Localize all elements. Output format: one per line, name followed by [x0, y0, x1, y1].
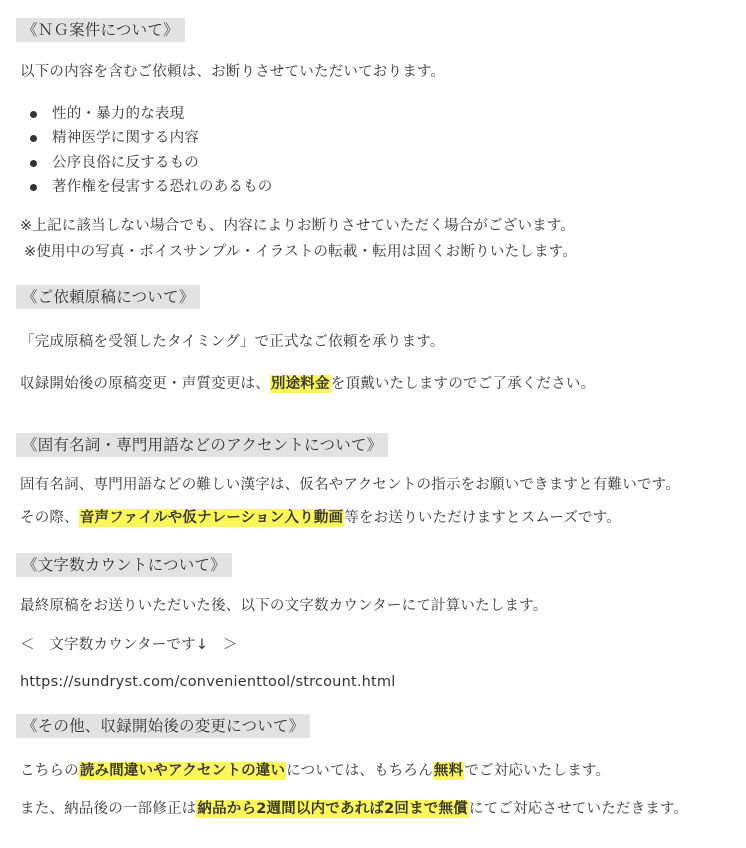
section-heading-ng: 《ＮＧ案件について》 [16, 18, 185, 42]
section-heading-other: 《その他、収録開始後の変更について》 [16, 714, 310, 738]
bullet-icon [30, 184, 37, 191]
other-line-2: また、納品後の一部修正は納品から2週間以内であれば2回まで無償にてご対応させていただきます。 [20, 801, 689, 817]
accent-line-2: その際、音声ファイルや仮ナレーション入り動画等をお送りいただけますとスムーズです。 [20, 510, 621, 526]
bullet-icon [30, 135, 37, 142]
highlight-misreading: 読み間違いやアクセントの違い [79, 763, 286, 779]
highlight-extra-fee: 別途料金 [270, 376, 330, 392]
other-line-1: こちらの読み間違いやアクセントの違いについては、もちろん無料でご対応いたします。 [20, 763, 611, 779]
highlight-free: 無料 [433, 763, 464, 779]
list-item: 著作権を侵害する恐れのあるもの [30, 175, 273, 199]
bullet-icon [30, 160, 37, 167]
section-heading-accent: 《固有名詞・専門用語などのアクセントについて》 [16, 433, 388, 457]
counter-label: ＜ 文字数カウンターです↓ ＞ [20, 637, 238, 653]
manuscript-line-2: 収録開始後の原稿変更・声質変更は、別途料金を頂戴いたしますのでご了承ください。 [20, 376, 596, 392]
ng-list [30, 102, 273, 200]
accent-line-1: 固有名詞、専門用語などの難しい漢字は、仮名やアクセントの指示をお願いできますと有難いです。 [20, 477, 680, 493]
list-item: 性的・暴力的な表現 [30, 102, 273, 126]
highlight-free-revisions: 納品から2週間以内であれば2回まで無償 [197, 801, 468, 817]
manuscript-line-1: 「完成原稿を受領したタイミング」で正式なご依頼を承ります。 [20, 334, 445, 350]
list-item: 精神医学に関する内容 [30, 126, 273, 150]
ng-intro: 以下の内容を含むご依頼は、お断りさせていただいております。 [20, 64, 446, 80]
bullet-icon [30, 111, 37, 118]
highlight-audio-files: 音声ファイルや仮ナレーション入り動画 [79, 510, 344, 526]
counter-url[interactable]: https://sundryst.com/convenienttool/strcount.html [20, 674, 396, 690]
ng-note-2: ※使用中の写真・ボイスサンプル・イラストの転載・転用は固くお断りいたします。 [24, 244, 577, 260]
ng-note-1: ※上記に該当しない場合でも、内容によりお断りさせていただく場合がございます。 [20, 218, 576, 234]
section-heading-manuscript: 《ご依頼原稿について》 [16, 285, 200, 309]
list-item: 公序良俗に反するもの [30, 151, 273, 175]
count-line-1: 最終原稿をお送りいただいた後、以下の文字数カウンターにて計算いたします。 [20, 598, 548, 614]
section-heading-count: 《文字数カウントについて》 [16, 553, 232, 577]
